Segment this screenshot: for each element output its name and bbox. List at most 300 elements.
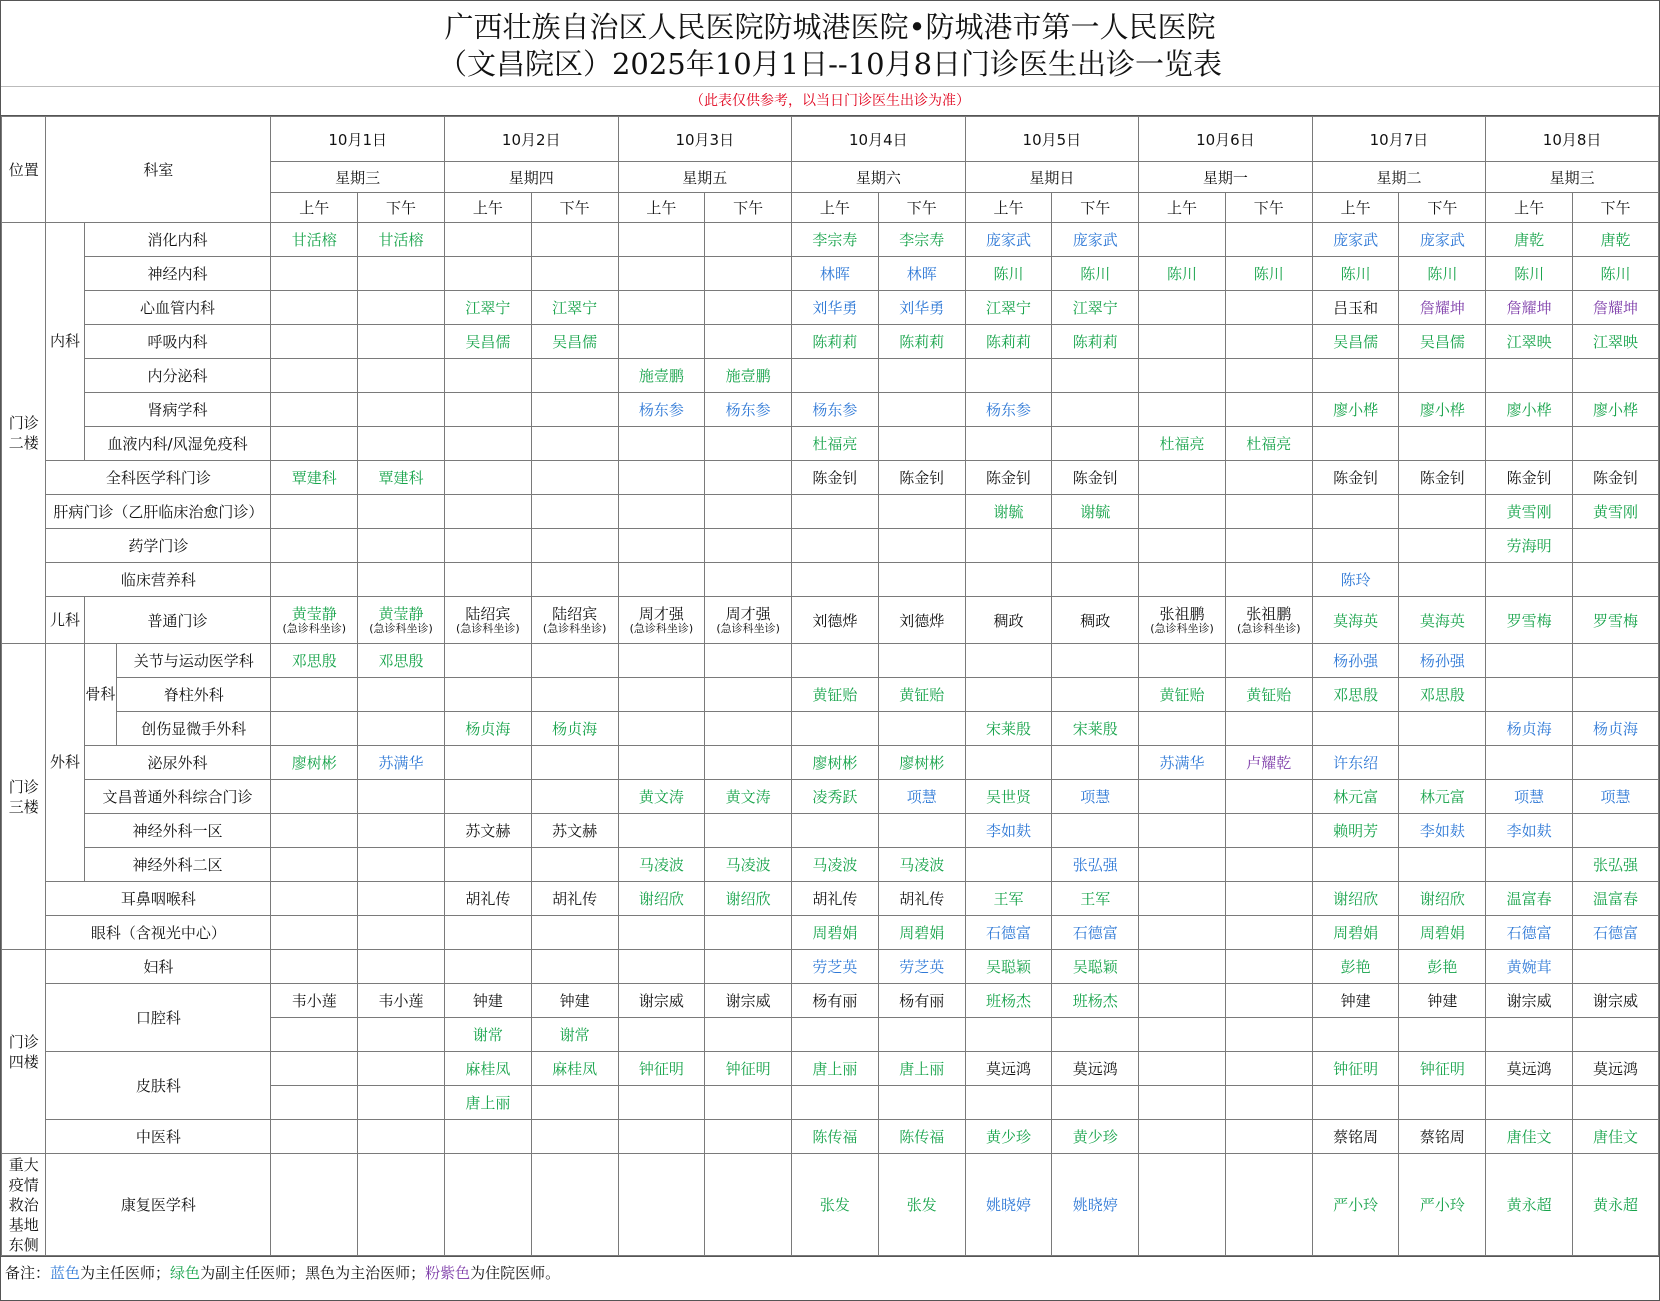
- doctor-cell: [358, 359, 445, 393]
- doctor-name: 陈金钊: [1506, 469, 1552, 487]
- date-header: 10月4日: [792, 117, 966, 162]
- doctor-cell: [965, 495, 1052, 529]
- doctor-cell: [444, 325, 531, 359]
- doctor-cell: [1312, 223, 1399, 257]
- doctor-cell: [531, 529, 618, 563]
- doctor-name: 江翠映: [1506, 333, 1552, 351]
- doctor-cell: [878, 848, 965, 882]
- doctor-cell: [1399, 223, 1486, 257]
- doctor-cell: [705, 746, 792, 780]
- doctor-name: 胡礼传: [812, 890, 858, 908]
- doctor-cell: [1486, 678, 1573, 712]
- doctor-cell: [792, 1018, 879, 1052]
- doctor-cell: [358, 257, 445, 291]
- doctor-cell: [965, 1154, 1052, 1256]
- doctor-cell: [444, 1018, 531, 1052]
- doctor-name: 莫远鸿: [985, 1060, 1031, 1078]
- doctor-cell: [1486, 427, 1573, 461]
- doctor-name: 谢宗威: [725, 992, 771, 1010]
- doctor-cell: [618, 644, 705, 678]
- doctor-cell: [1399, 1154, 1486, 1256]
- doctor-cell: [1573, 848, 1659, 882]
- schedule-row: [2, 495, 1659, 529]
- doctor-name: 项慧: [1514, 788, 1545, 806]
- doctor-cell: [878, 1018, 965, 1052]
- doctor-name: 施壹鹏: [725, 367, 771, 385]
- doctor-cell: [1486, 984, 1573, 1018]
- doctor-cell: [444, 1052, 531, 1086]
- doctor-cell: [1486, 495, 1573, 529]
- doctor-name: 韦小莲: [378, 992, 424, 1010]
- doctor-cell: [618, 461, 705, 495]
- doctor-name: 胡礼传: [552, 890, 598, 908]
- doctor-name: 周才强: [638, 604, 684, 623]
- doctor-name: 陈金钊: [812, 469, 858, 487]
- doctor-cell: [1312, 427, 1399, 461]
- doctor-name: 黄钲贻: [1246, 686, 1292, 704]
- doctor-cell: [1225, 882, 1312, 916]
- doctor-name: 石德富: [1506, 924, 1552, 942]
- doctor-cell: [618, 325, 705, 359]
- doctor-name: 莫远鸿: [1072, 1060, 1118, 1078]
- doctor-cell: [1399, 291, 1486, 325]
- doctor-cell: [618, 563, 705, 597]
- doctor-cell: [1052, 495, 1139, 529]
- doctor-cell: [705, 678, 792, 712]
- doctor-name: 陆绍宾: [465, 604, 511, 623]
- doctor-name: 李宗寿: [812, 231, 858, 249]
- schedule-row: [2, 597, 1659, 644]
- doctor-cell: [965, 848, 1052, 882]
- doctor-cell: [271, 461, 358, 495]
- doctor-cell: [792, 529, 879, 563]
- doctor-name: 刘德烨: [812, 611, 858, 630]
- schedule-row: [2, 882, 1659, 916]
- dept-name: 内分泌科: [84, 359, 271, 393]
- dept-name: 药学门诊: [46, 529, 271, 563]
- doctor-cell: [358, 678, 445, 712]
- doctor-name: 卢耀乾: [1246, 754, 1292, 772]
- doctor-cell: [531, 1154, 618, 1256]
- dept-name: 口腔科: [46, 984, 271, 1052]
- doctor-name: 陈莉莉: [1072, 333, 1118, 351]
- doctor-cell: [1486, 393, 1573, 427]
- doctor-name: 谢绍欣: [1333, 890, 1379, 908]
- dept-name: 眼科（含视光中心）: [46, 916, 271, 950]
- doctor-name: 覃建科: [378, 469, 424, 487]
- doctor-cell: [1052, 814, 1139, 848]
- doctor-cell: [1573, 563, 1659, 597]
- doctor-cell: [878, 325, 965, 359]
- doctor-cell: [1052, 1086, 1139, 1120]
- doctor-cell: [1139, 916, 1226, 950]
- doctor-cell: [531, 1086, 618, 1120]
- doctor-cell: [271, 1120, 358, 1154]
- doctor-cell: [271, 597, 358, 644]
- doctor-name: 陈金钊: [1592, 469, 1638, 487]
- doctor-name: 吴世贤: [985, 788, 1031, 806]
- doctor-name: 王军: [993, 890, 1024, 908]
- doctor-cell: [1399, 257, 1486, 291]
- doctor-cell: [531, 848, 618, 882]
- doctor-name: 黄莹静: [291, 604, 337, 623]
- doctor-name: 黄婉茸: [1506, 958, 1552, 976]
- doctor-cell: [531, 1120, 618, 1154]
- doctor-name: 杨贞海: [552, 720, 598, 738]
- doctor-cell: [878, 359, 965, 393]
- doctor-name: 张祖鹏: [1159, 604, 1205, 623]
- doctor-name: 石德富: [985, 924, 1031, 942]
- schedule-row: [2, 563, 1659, 597]
- doctor-cell: [705, 916, 792, 950]
- doctor-name: 周碧娟: [812, 924, 858, 942]
- schedule-row: [2, 780, 1659, 814]
- doctor-cell: [878, 916, 965, 950]
- doctor-cell: [792, 257, 879, 291]
- doctor-cell: [1399, 814, 1486, 848]
- doctor-cell: [531, 461, 618, 495]
- doctor-name: 莫远鸿: [1592, 1060, 1638, 1078]
- schedule-table: [1, 116, 1659, 1256]
- doctor-cell: [1312, 359, 1399, 393]
- doctor-name: 周才强: [725, 604, 771, 623]
- doctor-name: 黄永超: [1506, 1196, 1552, 1214]
- doctor-cell: [965, 712, 1052, 746]
- doctor-cell: [1225, 746, 1312, 780]
- doctor-name: 钟征明: [638, 1060, 684, 1078]
- weekday-header: 星期三: [271, 162, 445, 193]
- doctor-name: 劳海明: [1506, 537, 1552, 555]
- doctor-cell: [271, 848, 358, 882]
- doctor-cell: [531, 746, 618, 780]
- doctor-cell: [1312, 644, 1399, 678]
- doctor-name: 苏满华: [1159, 754, 1205, 772]
- dept-name: 关节与运动医学科: [117, 644, 271, 678]
- doctor-name: 谢毓: [1080, 503, 1111, 521]
- doctor-cell: [358, 223, 445, 257]
- doctor-cell: [1573, 712, 1659, 746]
- doctor-cell: [271, 1154, 358, 1256]
- dept-header: 科室: [46, 117, 271, 223]
- doctor-cell: [1399, 644, 1486, 678]
- doctor-cell: [792, 780, 879, 814]
- doctor-cell: [271, 325, 358, 359]
- doctor-name: 杨贞海: [1592, 720, 1638, 738]
- doctor-name: 吴聪颖: [1072, 958, 1118, 976]
- doctor-name: 杨东参: [638, 401, 684, 419]
- doctor-cell: [965, 257, 1052, 291]
- weekday-header: 星期一: [1139, 162, 1313, 193]
- doctor-cell: [878, 597, 965, 644]
- doctor-cell: [358, 1086, 445, 1120]
- doctor-cell: [965, 563, 1052, 597]
- doctor-cell: [1139, 359, 1226, 393]
- doctor-cell: [1399, 1086, 1486, 1120]
- dept-name: 肝病门诊（乙肝临床治愈门诊）: [46, 495, 271, 529]
- doctor-cell: [1573, 291, 1659, 325]
- weekday-header: 星期二: [1312, 162, 1486, 193]
- doctor-cell: [792, 495, 879, 529]
- doctor-cell: [271, 223, 358, 257]
- doctor-cell: [444, 257, 531, 291]
- doctor-cell: [878, 1120, 965, 1154]
- pm-header: 下午: [878, 193, 965, 223]
- doctor-name: 邓思殷: [378, 652, 424, 670]
- doctor-cell: [1573, 644, 1659, 678]
- doctor-name: 廖小桦: [1506, 401, 1552, 419]
- doctor-name: 劳芝英: [812, 958, 858, 976]
- doctor-cell: [1486, 597, 1573, 644]
- doctor-cell: [1139, 984, 1226, 1018]
- doctor-cell: [271, 780, 358, 814]
- doctor-cell: [878, 780, 965, 814]
- doctor-cell: [1312, 563, 1399, 597]
- doctor-name: 林元富: [1333, 788, 1379, 806]
- pm-header: 下午: [358, 193, 445, 223]
- doctor-name: 江翠宁: [552, 299, 598, 317]
- dept-name: 皮肤科: [46, 1052, 271, 1120]
- legend-blue-text: 为主任医师；: [80, 1264, 171, 1282]
- doctor-cell: [271, 257, 358, 291]
- doctor-name: 温富春: [1592, 890, 1638, 908]
- doctor-cell: [358, 984, 445, 1018]
- doctor-cell: [531, 1052, 618, 1086]
- doctor-cell: [705, 1120, 792, 1154]
- doctor-cell: [271, 814, 358, 848]
- date-header: 10月1日: [271, 117, 445, 162]
- doctor-cell: [705, 563, 792, 597]
- doctor-cell: [1052, 223, 1139, 257]
- doctor-cell: [1225, 814, 1312, 848]
- doctor-cell: [444, 644, 531, 678]
- doctor-cell: [1225, 848, 1312, 882]
- doctor-cell: [1573, 984, 1659, 1018]
- doctor-name: 莫海英: [1419, 611, 1465, 630]
- doctor-name: 王军: [1080, 890, 1111, 908]
- doctor-cell: [271, 495, 358, 529]
- doctor-cell: [618, 257, 705, 291]
- doctor-cell: [1312, 712, 1399, 746]
- doctor-cell: [1312, 393, 1399, 427]
- doctor-cell: [271, 644, 358, 678]
- doctor-name: 莫远鸿: [1506, 1060, 1552, 1078]
- doctor-cell: [1139, 644, 1226, 678]
- doctor-cell: [444, 678, 531, 712]
- doctor-cell: [1139, 597, 1226, 644]
- doctor-cell: [271, 746, 358, 780]
- doctor-cell: [1486, 359, 1573, 393]
- doctor-cell: [1225, 1018, 1312, 1052]
- emergency-note: (急诊科坐诊): [282, 621, 347, 635]
- doctor-cell: [705, 712, 792, 746]
- doctor-cell: [1052, 882, 1139, 916]
- date-header: 10月8日: [1486, 117, 1659, 162]
- doctor-name: 杜福亮: [1159, 435, 1205, 453]
- doctor-name: 苏文赫: [552, 822, 598, 840]
- pm-header: 下午: [1225, 193, 1312, 223]
- doctor-cell: [358, 427, 445, 461]
- doctor-cell: [705, 848, 792, 882]
- doctor-cell: [965, 291, 1052, 325]
- doctor-name: 稠政: [993, 611, 1024, 630]
- doctor-name: 彭艳: [1340, 958, 1371, 976]
- doctor-cell: [271, 1086, 358, 1120]
- doctor-name: 陈川: [1600, 265, 1631, 283]
- doctor-name: 马凌波: [638, 856, 684, 874]
- dept-name: 消化内科: [84, 223, 271, 257]
- doctor-cell: [358, 712, 445, 746]
- doctor-cell: [1573, 1120, 1659, 1154]
- doctor-name: 麻桂凤: [552, 1060, 598, 1078]
- schedule-row: [2, 950, 1659, 984]
- doctor-cell: [444, 916, 531, 950]
- schedule-row: [2, 223, 1659, 257]
- schedule-row: [2, 257, 1659, 291]
- internal-group-label: 内科: [46, 223, 84, 461]
- doctor-cell: [1052, 780, 1139, 814]
- doctor-cell: [358, 1154, 445, 1256]
- doctor-name: 杨贞海: [465, 720, 511, 738]
- doctor-cell: [965, 427, 1052, 461]
- doctor-cell: [531, 882, 618, 916]
- doctor-cell: [1573, 529, 1659, 563]
- pm-header: 下午: [1052, 193, 1139, 223]
- doctor-name: 许东绍: [1333, 754, 1379, 772]
- header-date-row: [2, 117, 1659, 162]
- doctor-cell: [618, 780, 705, 814]
- doctor-cell: [792, 427, 879, 461]
- doctor-cell: [1399, 712, 1486, 746]
- doctor-cell: [358, 1018, 445, 1052]
- doctor-name: 陈川: [1253, 265, 1284, 283]
- doctor-cell: [1225, 461, 1312, 495]
- doctor-cell: [965, 325, 1052, 359]
- weekday-header: 星期日: [965, 162, 1139, 193]
- doctor-cell: [1486, 1018, 1573, 1052]
- doctor-name: 陈川: [1080, 265, 1111, 283]
- doctor-cell: [444, 814, 531, 848]
- schedule-row: [2, 848, 1659, 882]
- doctor-cell: [792, 1120, 879, 1154]
- doctor-cell: [1312, 529, 1399, 563]
- doctor-cell: [1399, 1120, 1486, 1154]
- schedule-row: [2, 746, 1659, 780]
- doctor-cell: [705, 814, 792, 848]
- doctor-cell: [878, 712, 965, 746]
- doctor-cell: [965, 950, 1052, 984]
- doctor-cell: [878, 257, 965, 291]
- legend-black-text: 黑色为主治医师；: [305, 1264, 426, 1282]
- page-title: [1, 1, 1659, 87]
- doctor-name: 刘华勇: [899, 299, 945, 317]
- doctor-cell: [792, 814, 879, 848]
- doctor-cell: [618, 1018, 705, 1052]
- doctor-cell: [1399, 563, 1486, 597]
- dept-name: 神经内科: [84, 257, 271, 291]
- doctor-name: 罗雪梅: [1506, 611, 1552, 630]
- doctor-name: 刘德烨: [899, 611, 945, 630]
- doctor-cell: [1486, 223, 1573, 257]
- doctor-name: 林晖: [906, 265, 937, 283]
- doctor-name: 黄钲贻: [1159, 686, 1205, 704]
- doctor-cell: [1052, 712, 1139, 746]
- doctor-cell: [705, 780, 792, 814]
- doctor-name: 钟征明: [725, 1060, 771, 1078]
- doctor-cell: [1312, 746, 1399, 780]
- doctor-cell: [1052, 257, 1139, 291]
- doctor-cell: [878, 814, 965, 848]
- doctor-name: 黄钲贻: [812, 686, 858, 704]
- doctor-cell: [1139, 678, 1226, 712]
- doctor-cell: [1052, 984, 1139, 1018]
- doctor-cell: [792, 984, 879, 1018]
- doctor-name: 陈川: [1514, 265, 1545, 283]
- doctor-cell: [1399, 678, 1486, 712]
- dept-name: 耳鼻咽喉科: [46, 882, 271, 916]
- doctor-cell: [1225, 950, 1312, 984]
- doctor-cell: [1573, 359, 1659, 393]
- schedule-row: [2, 291, 1659, 325]
- doctor-cell: [1573, 916, 1659, 950]
- title-line-1: 广西壮族自治区人民医院防城港医院•防城港市第一人民医院: [444, 10, 1216, 44]
- doctor-cell: [705, 1018, 792, 1052]
- doctor-cell: [1399, 984, 1486, 1018]
- doctor-cell: [1052, 393, 1139, 427]
- dept-name: 创伤显微手外科: [117, 712, 271, 746]
- doctor-name: 陈传福: [812, 1128, 858, 1146]
- doctor-name: 谢宗威: [638, 992, 684, 1010]
- doctor-cell: [1052, 597, 1139, 644]
- doctor-cell: [618, 950, 705, 984]
- doctor-cell: [878, 495, 965, 529]
- doctor-name: 凌秀跃: [812, 788, 858, 806]
- doctor-cell: [271, 950, 358, 984]
- schedule-row: [2, 678, 1659, 712]
- doctor-name: 宋莱殷: [985, 720, 1031, 738]
- doctor-name: 严小玲: [1419, 1196, 1465, 1214]
- doctor-cell: [1052, 916, 1139, 950]
- doctor-cell: [1486, 712, 1573, 746]
- doctor-cell: [271, 563, 358, 597]
- doctor-cell: [878, 1154, 965, 1256]
- doctor-name: 项慧: [1080, 788, 1111, 806]
- doctor-cell: [444, 712, 531, 746]
- doctor-cell: [705, 461, 792, 495]
- doctor-cell: [444, 495, 531, 529]
- floor4-label: 门诊四楼: [2, 950, 46, 1154]
- schedule-row: [2, 916, 1659, 950]
- doctor-name: 吴昌儒: [1419, 333, 1465, 351]
- schedule-row: [2, 427, 1659, 461]
- schedule-row: [2, 461, 1659, 495]
- doctor-cell: [358, 916, 445, 950]
- doctor-cell: [358, 950, 445, 984]
- doctor-cell: [1139, 712, 1226, 746]
- schedule-row: [2, 529, 1659, 563]
- doctor-cell: [618, 1052, 705, 1086]
- doctor-cell: [444, 848, 531, 882]
- doctor-cell: [1573, 746, 1659, 780]
- doctor-cell: [965, 1120, 1052, 1154]
- doctor-cell: [271, 882, 358, 916]
- doctor-name: 张发: [906, 1196, 937, 1214]
- doctor-name: 张祖鹏: [1246, 604, 1292, 623]
- doctor-name: 陈川: [1340, 265, 1371, 283]
- doctor-cell: [1399, 882, 1486, 916]
- doctor-cell: [792, 325, 879, 359]
- doctor-name: 苏文赫: [465, 822, 511, 840]
- emergency-note: (急诊科坐诊): [716, 621, 780, 635]
